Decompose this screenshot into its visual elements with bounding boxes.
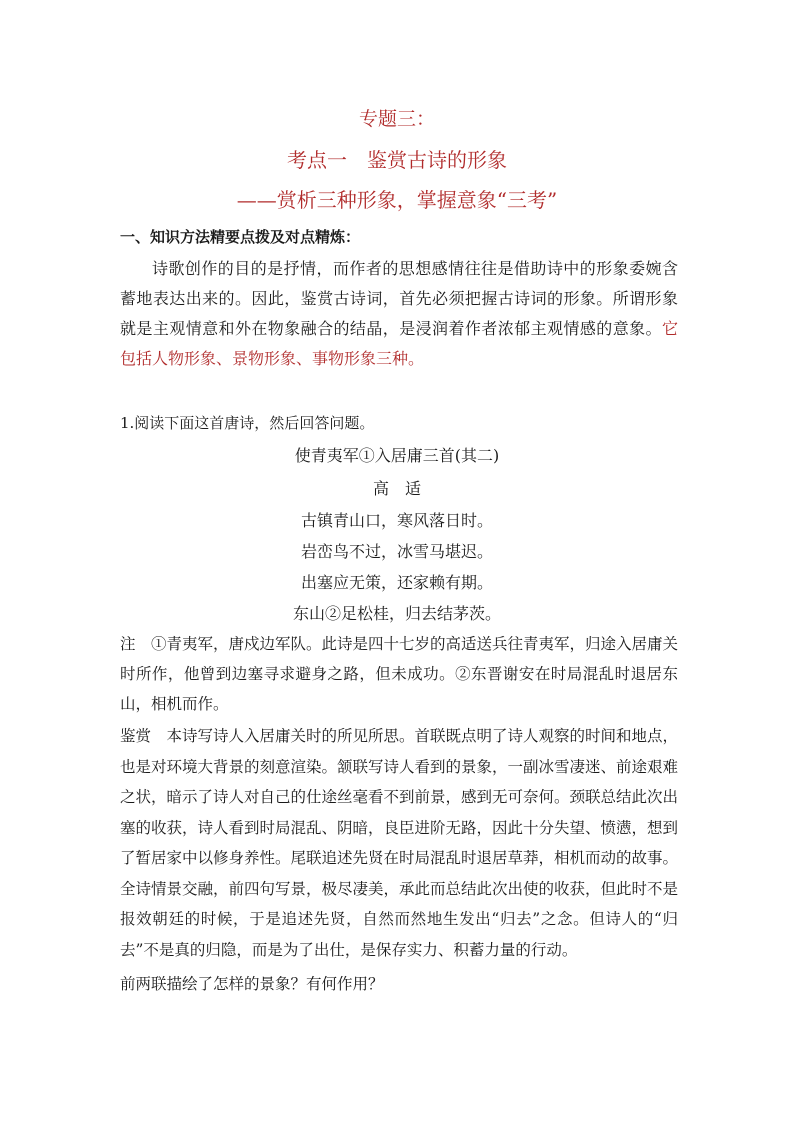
poem-body xyxy=(0,505,794,629)
poem-author: 高适 xyxy=(372,479,437,498)
question-ask: 前两联描绘了怎样的景象？有何作用？ xyxy=(120,975,384,993)
point-title: 考点一 鉴赏古诗的形象 xyxy=(287,148,507,172)
intro-paragraph xyxy=(120,254,678,374)
section-heading: 一、知识方法精要点拨及对点精炼： xyxy=(120,228,361,246)
appreciation-paragraph: 鉴赏 本诗写诗人入居庸关时的所见所思。首联既点明了诗人观察的时间和地点，也是对环境大背景的刻意渲染。颔联写诗人看到的景象，一副冰雪凄迷、前途艰难之状，暗示了诗人对自己的仕途丝毫看不到前景，感到无可奈何。颈联总结此次出塞的收获，诗人看到时局混乱、阴暗，良臣进阶无路，因此十分失望、愤懑，想到了暂居家中以修身养性。尾联追述先贤在时局混乱时退居草莽，相机而动的故事。全诗情景交融，前四句写景，极尽凄美，承此而总结此次出使的收获，但此时不是报效朝廷的时候，于是追述先贤，自然而然地生发出“归去”之念。但诗人的“归去”不是真的归隐，而是为了出仕，是保存实力、积蓄力量的行动。 xyxy=(120,727,679,959)
poem-line: 出塞应无策，还家赖有期。 xyxy=(300,573,493,592)
topic-title: 专题三： xyxy=(358,108,435,130)
poem-title: 使青夷军①入居庸三首(其二) xyxy=(294,446,500,465)
poem-line: 东山②足松桂，归去结茅茨。 xyxy=(292,604,501,623)
subtitle: ——赏析三种形象，掌握意象“三考” xyxy=(236,188,558,212)
poem-note: 注 ①青夷军，唐戍边军队。此诗是四十七岁的高适送兵往青夷军，归途入居庸关时所作，他曾到边塞寻求避身之路，但未成功。②东晋谢安在时局混乱时退居东山，相机而作。 xyxy=(120,635,679,713)
poem-line: 古镇青山口，寒风落日时。 xyxy=(300,511,493,530)
intro-highlight: 它包括人物形象、景物形象、事物形象三种。 xyxy=(120,319,678,368)
intro-text: 诗歌创作的目的是抒情，而作者的思想感情往往是借助诗中的形象委婉含蓄地表达出来的。因此，鉴赏古诗词，首先必须把握古诗词的形象。所谓形象就是主观情意和外在物象融合的结晶，是浸润着作者浓郁主观情感的意象。 xyxy=(120,259,678,338)
question-prompt: 1.阅读下面这首唐诗，然后回答问题。 xyxy=(120,414,375,432)
poem-line: 岩峦鸟不过，冰雪马堪迟。 xyxy=(300,542,493,561)
